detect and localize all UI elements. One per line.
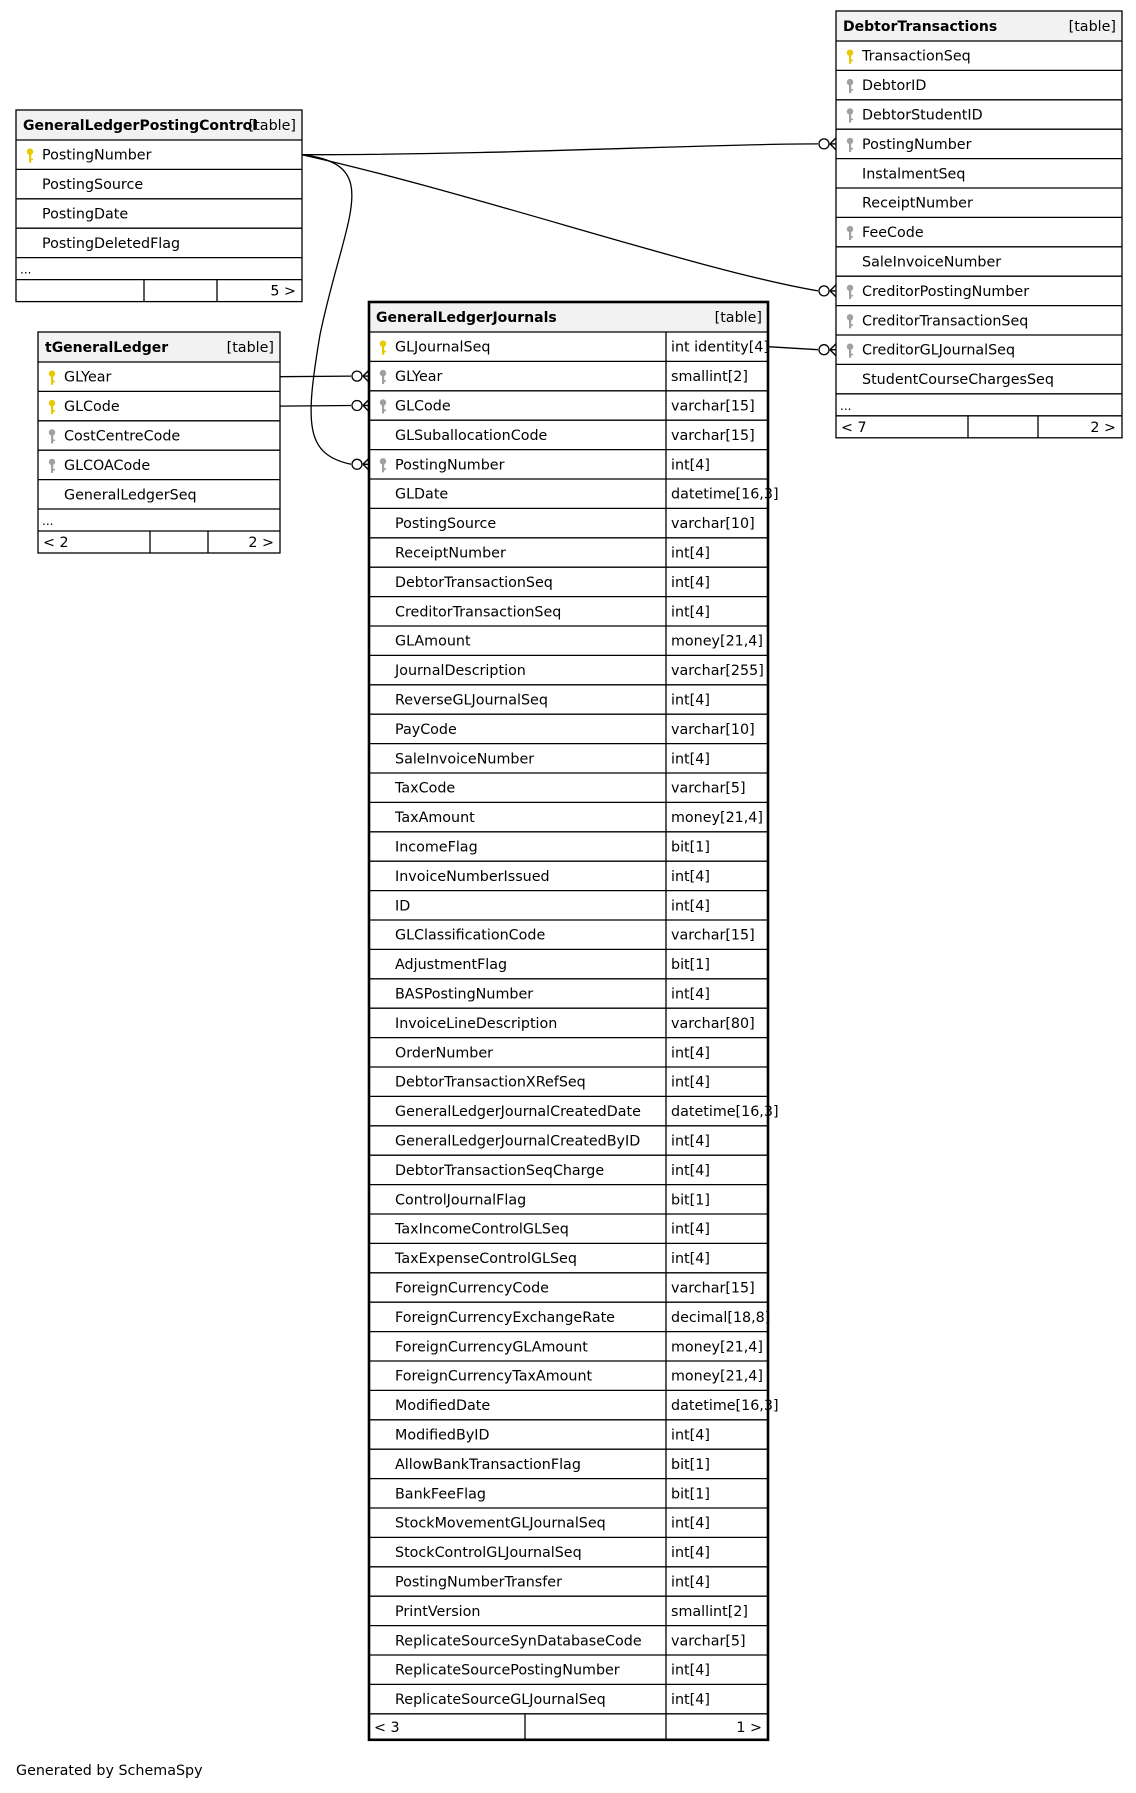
more-columns-indicator: ... — [20, 262, 32, 277]
children-count: 1 > — [736, 1719, 762, 1736]
column-type: int[4] — [671, 1251, 710, 1268]
column-name: PostingNumber — [395, 457, 505, 474]
column-name: PrintVersion — [395, 1603, 481, 1620]
column-type: money[21,4] — [671, 810, 763, 827]
table-row[interactable] — [847, 313, 1029, 329]
children-count: 5 > — [270, 283, 296, 300]
column-type: int[4] — [671, 1574, 710, 1591]
generated-by-footer: Generated by SchemaSpy — [16, 1763, 203, 1779]
column-name: CreditorPostingNumber — [862, 283, 1030, 300]
column-name: ReverseGLJournalSeq — [395, 692, 548, 709]
column-name: InstalmentSeq — [862, 166, 966, 183]
table-row[interactable] — [847, 108, 983, 124]
column-name: JournalDescription — [395, 663, 526, 680]
more-columns-indicator: ... — [840, 398, 852, 413]
table-tag: [table] — [1068, 19, 1116, 35]
column-name: FeeCode — [862, 225, 924, 242]
zero-or-many-marker — [352, 370, 369, 382]
column-name: PostingSource — [42, 177, 144, 194]
column-type: int[4] — [671, 1074, 710, 1091]
column-type: int[4] — [671, 692, 710, 709]
children-count: 2 > — [1090, 419, 1116, 436]
column-name: DebtorTransactionSeq — [395, 574, 553, 591]
column-name: GeneralLedgerJournalCreatedByID — [395, 1133, 641, 1150]
column-name: ReplicateSourceSynDatabaseCode — [395, 1633, 642, 1650]
table-title: GeneralLedgerJournals — [376, 310, 557, 326]
table-debtor — [836, 11, 1122, 438]
column-type: int[4] — [671, 1133, 710, 1150]
column-type: datetime[16,3] — [671, 1104, 779, 1121]
relationship-line — [768, 347, 818, 350]
column-type: bit[1] — [671, 1486, 710, 1503]
column-type: varchar[15] — [671, 927, 755, 944]
column-type: int[4] — [671, 457, 710, 474]
table-row[interactable] — [395, 1104, 779, 1120]
column-type: int[4] — [671, 1045, 710, 1062]
column-type: int[4] — [671, 1662, 710, 1679]
table-row[interactable] — [847, 137, 972, 153]
column-type: varchar[15] — [671, 398, 755, 415]
column-type: bit[1] — [671, 1192, 710, 1209]
column-name: ForeignCurrencyExchangeRate — [395, 1309, 615, 1326]
column-name: SaleInvoiceNumber — [862, 254, 1002, 271]
column-name: BASPostingNumber — [395, 986, 534, 1003]
relationship-line — [302, 155, 818, 291]
relationship-line — [302, 155, 352, 465]
column-type: int[4] — [671, 1545, 710, 1562]
table-row[interactable] — [847, 284, 1029, 300]
table-title: DebtorTransactions — [843, 19, 998, 35]
column-type: int[4] — [671, 1692, 710, 1709]
column-type: int[4] — [671, 1221, 710, 1238]
column-name: ModifiedByID — [395, 1427, 490, 1444]
column-name: GLYear — [64, 369, 112, 386]
column-name: ReplicateSourceGLJournalSeq — [395, 1692, 606, 1709]
column-name: TaxCode — [395, 780, 456, 797]
column-type: varchar[15] — [671, 1280, 755, 1297]
parents-count: < 3 — [374, 1719, 400, 1736]
column-name: StockMovementGLJournalSeq — [395, 1515, 606, 1532]
table-tag: [table] — [226, 340, 274, 356]
column-name: StudentCourseChargesSeq — [862, 372, 1054, 389]
column-type: int[4] — [671, 1162, 710, 1179]
column-name: ControlJournalFlag — [395, 1192, 527, 1209]
column-name: PostingDate — [42, 206, 129, 223]
column-type: varchar[10] — [671, 516, 755, 533]
column-type: datetime[16,3] — [671, 1398, 779, 1415]
column-name: AllowBankTransactionFlag — [395, 1456, 581, 1473]
table-row[interactable] — [862, 196, 973, 212]
table-row[interactable] — [847, 49, 971, 65]
column-name: ForeignCurrencyGLAmount — [395, 1339, 588, 1356]
column-name: OrderNumber — [395, 1045, 494, 1062]
column-type: decimal[18,8] — [671, 1309, 771, 1326]
column-name: DebtorTransactionXRefSeq — [395, 1074, 586, 1091]
column-name: InvoiceNumberIssued — [395, 868, 550, 885]
table-row[interactable] — [42, 207, 128, 223]
relationship-line — [280, 406, 351, 407]
column-name: ForeignCurrencyCode — [395, 1280, 549, 1297]
column-name: GLAmount — [395, 633, 471, 650]
table-row[interactable] — [862, 372, 1054, 388]
column-type: money[21,4] — [671, 1339, 763, 1356]
table-row[interactable] — [42, 177, 143, 193]
column-type: varchar[15] — [671, 427, 755, 444]
table-row[interactable] — [64, 487, 197, 503]
table-row[interactable] — [42, 236, 180, 252]
column-name: ModifiedDate — [395, 1398, 491, 1415]
column-type: varchar[10] — [671, 721, 755, 738]
column-name: TaxIncomeControlGLSeq — [395, 1221, 569, 1238]
column-name: GLDate — [395, 486, 449, 503]
column-type: smallint[2] — [671, 369, 748, 386]
table-row[interactable] — [395, 1310, 770, 1326]
table-tgl — [38, 332, 280, 553]
column-type: int[4] — [671, 751, 710, 768]
column-name: PostingDeletedFlag — [42, 235, 181, 252]
children-count: 2 > — [248, 535, 274, 551]
column-name: InvoiceLineDescription — [395, 1015, 558, 1032]
column-name: ReceiptNumber — [862, 195, 973, 212]
zero-or-many-marker — [819, 285, 836, 297]
column-name: GeneralLedgerJournalCreatedDate — [395, 1104, 641, 1121]
column-name: GLClassificationCode — [395, 927, 546, 944]
more-columns-indicator: ... — [42, 514, 54, 528]
column-type: smallint[2] — [671, 1603, 748, 1620]
column-type: int[4] — [671, 898, 710, 915]
column-name: IncomeFlag — [395, 839, 478, 856]
zero-or-many-marker — [352, 458, 369, 470]
column-type: int[4] — [671, 1427, 710, 1444]
column-name: ForeignCurrencyTaxAmount — [395, 1368, 593, 1385]
column-name: CreditorTransactionSeq — [395, 604, 562, 621]
column-type: varchar[255] — [671, 663, 764, 680]
column-name: DebtorTransactionSeqCharge — [395, 1162, 605, 1179]
column-name: ID — [395, 898, 411, 915]
table-row[interactable] — [847, 343, 1015, 359]
column-type: int[4] — [671, 1515, 710, 1532]
table-row[interactable] — [395, 1339, 763, 1355]
tables-layer — [16, 11, 1122, 1740]
table-title: GeneralLedgerPostingControl — [23, 118, 258, 134]
column-name: StockControlGLJournalSeq — [395, 1545, 582, 1562]
table-row[interactable] — [49, 429, 181, 445]
column-type: bit[1] — [671, 1456, 710, 1473]
parents-count: < 7 — [841, 419, 867, 436]
column-name: GeneralLedgerSeq — [64, 487, 197, 504]
column-name: DebtorID — [862, 78, 927, 95]
column-type: int[4] — [671, 986, 710, 1003]
table-tag: [table] — [714, 310, 762, 326]
column-type: bit[1] — [671, 839, 710, 856]
column-name: TaxExpenseControlGLSeq — [395, 1251, 577, 1268]
column-type: datetime[16,3] — [671, 486, 779, 503]
column-name: PostingNumberTransfer — [395, 1574, 562, 1591]
column-type: int identity[4] — [671, 339, 769, 356]
column-name: SaleInvoiceNumber — [395, 751, 535, 768]
table-title: tGeneralLedger — [45, 340, 169, 356]
column-name: DebtorStudentID — [862, 107, 983, 124]
column-name: PostingSource — [395, 516, 497, 533]
relationship-line — [302, 144, 818, 155]
column-name: GLCOACode — [64, 457, 151, 474]
column-type: varchar[80] — [671, 1015, 755, 1032]
column-name: TaxAmount — [395, 810, 475, 827]
table-journals — [369, 302, 779, 1740]
parents-count: < 2 — [43, 535, 69, 551]
table-row[interactable] — [49, 458, 151, 474]
column-type: int[4] — [671, 574, 710, 591]
table-row[interactable] — [395, 1369, 763, 1385]
column-name: PayCode — [395, 721, 457, 738]
column-name: GLYear — [395, 369, 443, 386]
column-name: CreditorTransactionSeq — [862, 313, 1029, 330]
table-row[interactable] — [395, 1633, 746, 1649]
table-row[interactable] — [862, 166, 965, 182]
column-name: GLCode — [64, 399, 120, 416]
column-name: ReplicateSourcePostingNumber — [395, 1662, 620, 1679]
column-name: PostingNumber — [862, 136, 972, 153]
column-name: PostingNumber — [42, 147, 152, 164]
table-row[interactable] — [27, 148, 152, 164]
column-type: varchar[5] — [671, 1633, 746, 1650]
column-name: CostCentreCode — [64, 428, 181, 445]
column-name: GLJournalSeq — [395, 339, 491, 356]
column-type: money[21,4] — [671, 1368, 763, 1385]
column-type: int[4] — [671, 545, 710, 562]
zero-or-many-marker — [819, 138, 836, 150]
column-name: BankFeeFlag — [395, 1486, 486, 1503]
zero-or-many-marker — [352, 400, 369, 412]
column-name: GLSuballocationCode — [395, 427, 548, 444]
table-row[interactable] — [862, 255, 1001, 271]
column-name: CreditorGLJournalSeq — [862, 342, 1016, 359]
column-type: money[21,4] — [671, 633, 763, 650]
column-name: GLCode — [395, 398, 451, 415]
column-name: AdjustmentFlag — [395, 957, 508, 974]
relationship-line — [280, 376, 351, 377]
zero-or-many-marker — [819, 344, 836, 356]
table-postingcontrol — [16, 110, 302, 302]
column-name: ReceiptNumber — [395, 545, 506, 562]
column-type: varchar[5] — [671, 780, 746, 797]
column-type: bit[1] — [671, 957, 710, 974]
column-type: int[4] — [671, 868, 710, 885]
table-tag: [table] — [248, 118, 296, 134]
column-name: TransactionSeq — [862, 48, 971, 65]
column-type: int[4] — [671, 604, 710, 621]
